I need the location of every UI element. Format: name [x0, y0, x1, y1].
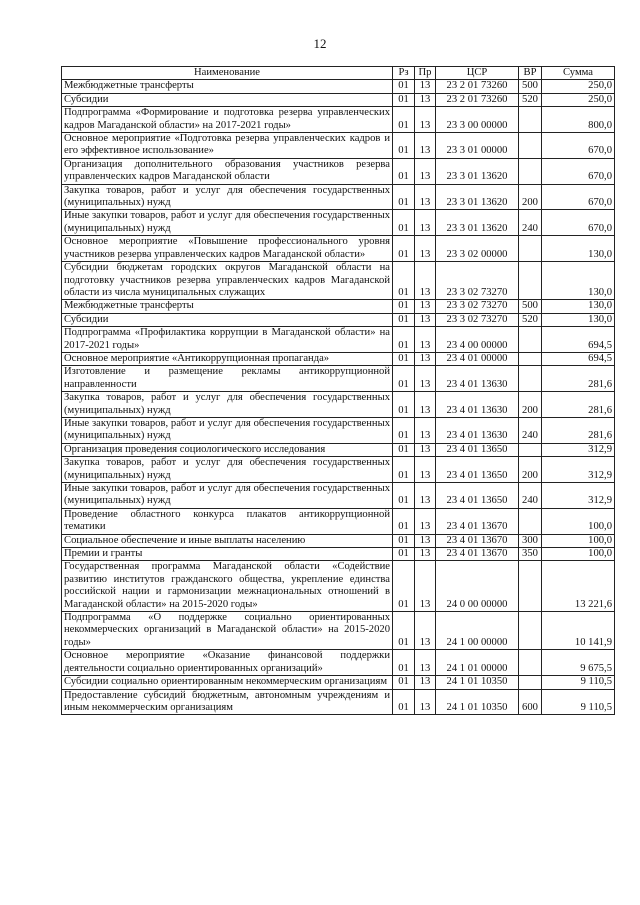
rz-cell: 01 [393, 107, 415, 133]
table-row [62, 483, 615, 509]
vr-cell [519, 236, 542, 262]
rz-cell: 01 [393, 210, 415, 236]
sum-cell: 312,9 [542, 483, 615, 509]
header-row [62, 67, 615, 80]
sum-cell: 10 141,9 [542, 612, 615, 650]
csr-cell: 24 1 01 10350 [436, 689, 519, 715]
pr-cell: 13 [415, 561, 436, 612]
vr-cell [519, 612, 542, 650]
sum-cell: 100,0 [542, 548, 615, 561]
table-row [62, 300, 615, 313]
table-row [62, 392, 615, 418]
name-cell: Подпрограмма «Формирование и подготовка резерва управленческих кадров Магаданской области» на 2017-2021 годы» [62, 107, 393, 133]
vr-cell: 500 [519, 300, 542, 313]
name-cell: Закупка товаров, работ и услуг для обеспечения государственных (муниципальных) нужд [62, 392, 393, 418]
table-row [62, 80, 615, 93]
name-cell: Организация дополнительного образования участников резерва управленческих кадров Магаданской области [62, 158, 393, 184]
sum-cell: 250,0 [542, 93, 615, 106]
sum-cell: 694,5 [542, 352, 615, 365]
table-row [62, 561, 615, 612]
csr-cell: 23 4 01 13650 [436, 443, 519, 456]
rz-cell: 01 [393, 457, 415, 483]
vr-cell [519, 366, 542, 392]
table-row [62, 689, 615, 715]
csr-cell: 23 3 02 73270 [436, 262, 519, 300]
table-row [62, 508, 615, 534]
table-row [62, 612, 615, 650]
table-row [62, 534, 615, 547]
name-cell: Премии и гранты [62, 548, 393, 561]
page-number: 12 [313, 36, 327, 51]
csr-cell: 23 3 02 00000 [436, 236, 519, 262]
col-header-vr: ВР [519, 67, 542, 80]
name-cell: Закупка товаров, работ и услуг для обеспечения государственных (муниципальных) нужд [62, 457, 393, 483]
pr-cell: 13 [415, 612, 436, 650]
csr-cell: 23 4 01 13670 [436, 548, 519, 561]
table-row [62, 352, 615, 365]
sum-cell: 130,0 [542, 262, 615, 300]
vr-cell: 240 [519, 483, 542, 509]
name-cell: Иные закупки товаров, работ и услуг для обеспечения государственных (муниципальных) нужд [62, 210, 393, 236]
sum-cell: 100,0 [542, 508, 615, 534]
rz-cell: 01 [393, 262, 415, 300]
vr-cell [519, 158, 542, 184]
sum-cell: 670,0 [542, 133, 615, 159]
pr-cell: 13 [415, 483, 436, 509]
name-cell: Иные закупки товаров, работ и услуг для обеспечения государственных (муниципальных) нужд [62, 417, 393, 443]
rz-cell: 01 [393, 366, 415, 392]
csr-cell: 23 3 01 13620 [436, 158, 519, 184]
col-header-pr: Пр [415, 67, 436, 80]
vr-cell [519, 676, 542, 689]
sum-cell: 130,0 [542, 236, 615, 262]
csr-cell: 23 2 01 73260 [436, 93, 519, 106]
csr-cell: 23 4 01 13630 [436, 417, 519, 443]
table-row [62, 457, 615, 483]
sum-cell: 9 110,5 [542, 689, 615, 715]
pr-cell: 13 [415, 650, 436, 676]
rz-cell: 01 [393, 508, 415, 534]
pr-cell: 13 [415, 184, 436, 210]
sum-cell: 9 110,5 [542, 676, 615, 689]
sum-cell: 281,6 [542, 366, 615, 392]
vr-cell: 240 [519, 417, 542, 443]
name-cell: Изготовление и размещение рекламы антикоррупционной направленности [62, 366, 393, 392]
name-cell: Основное мероприятие «Антикоррупционная пропаганда» [62, 352, 393, 365]
name-cell: Основное мероприятие «Повышение профессионального уровня участников резерва управленческих кадров Магаданской области» [62, 236, 393, 262]
pr-cell: 13 [415, 313, 436, 326]
vr-cell: 200 [519, 392, 542, 418]
pr-cell: 13 [415, 457, 436, 483]
sum-cell: 312,9 [542, 457, 615, 483]
pr-cell: 13 [415, 443, 436, 456]
csr-cell: 23 3 02 73270 [436, 300, 519, 313]
rz-cell: 01 [393, 352, 415, 365]
pr-cell: 13 [415, 158, 436, 184]
vr-cell: 600 [519, 689, 542, 715]
csr-cell: 23 4 01 13670 [436, 508, 519, 534]
sum-cell: 670,0 [542, 158, 615, 184]
csr-cell: 23 4 01 13630 [436, 366, 519, 392]
rz-cell: 01 [393, 417, 415, 443]
rz-cell: 01 [393, 443, 415, 456]
rz-cell: 01 [393, 313, 415, 326]
rz-cell: 01 [393, 548, 415, 561]
name-cell: Иные закупки товаров, работ и услуг для обеспечения государственных (муниципальных) нужд [62, 483, 393, 509]
table-row [62, 548, 615, 561]
table-row [62, 184, 615, 210]
sum-cell: 694,5 [542, 327, 615, 353]
table-header [62, 67, 615, 80]
table-row [62, 158, 615, 184]
vr-cell: 240 [519, 210, 542, 236]
sum-cell: 670,0 [542, 210, 615, 236]
col-header-sum: Сумма [542, 67, 615, 80]
col-header-rz: Рз [393, 67, 415, 80]
pr-cell: 13 [415, 548, 436, 561]
name-cell: Закупка товаров, работ и услуг для обеспечения государственных (муниципальных) нужд [62, 184, 393, 210]
sum-cell: 281,6 [542, 417, 615, 443]
sum-cell: 13 221,6 [542, 561, 615, 612]
name-cell: Государственная программа Магаданской области «Содействие развитию институтов гражданского общества, укрепление единства российской нации и гармонизации межнациональных отношений в Магаданской области» на 2015-2020 годы» [62, 561, 393, 612]
budget-table [61, 66, 615, 715]
sum-cell: 130,0 [542, 313, 615, 326]
vr-cell [519, 327, 542, 353]
rz-cell: 01 [393, 392, 415, 418]
name-cell: Основное мероприятие «Подготовка резерва управленческих кадров и его эффективное использование» [62, 133, 393, 159]
rz-cell: 01 [393, 612, 415, 650]
rz-cell: 01 [393, 676, 415, 689]
vr-cell [519, 508, 542, 534]
vr-cell [519, 262, 542, 300]
sum-cell: 800,0 [542, 107, 615, 133]
name-cell: Субсидии [62, 93, 393, 106]
pr-cell: 13 [415, 262, 436, 300]
name-cell: Субсидии социально ориентированным некоммерческим организациям [62, 676, 393, 689]
csr-cell: 23 4 01 13630 [436, 392, 519, 418]
csr-cell: 23 2 01 73260 [436, 80, 519, 93]
pr-cell: 13 [415, 327, 436, 353]
vr-cell [519, 107, 542, 133]
pr-cell: 13 [415, 107, 436, 133]
rz-cell: 01 [393, 80, 415, 93]
vr-cell: 520 [519, 93, 542, 106]
name-cell: Субсидии бюджетам городских округов Магаданской области на подготовку участников резерва управленческих кадров Магаданской области из числа муниципальных служащих [62, 262, 393, 300]
csr-cell: 24 1 01 10350 [436, 676, 519, 689]
name-cell: Подпрограмма «О поддержке социально ориентированных некоммерческих организаций в Магаданской области» на 2015-2020 годы» [62, 612, 393, 650]
pr-cell: 13 [415, 366, 436, 392]
table-row [62, 107, 615, 133]
rz-cell: 01 [393, 689, 415, 715]
rz-cell: 01 [393, 650, 415, 676]
table-row [62, 262, 615, 300]
rz-cell: 01 [393, 184, 415, 210]
name-cell: Основное мероприятие «Оказание финансовой поддержки деятельности социально ориентированных организаций» [62, 650, 393, 676]
csr-cell: 23 3 00 00000 [436, 107, 519, 133]
name-cell: Межбюджетные трансферты [62, 80, 393, 93]
pr-cell: 13 [415, 534, 436, 547]
table-row [62, 417, 615, 443]
csr-cell: 23 4 01 13650 [436, 457, 519, 483]
rz-cell: 01 [393, 561, 415, 612]
pr-cell: 13 [415, 93, 436, 106]
vr-cell [519, 650, 542, 676]
table-row [62, 313, 615, 326]
vr-cell: 200 [519, 457, 542, 483]
table-row [62, 327, 615, 353]
table-row [62, 93, 615, 106]
sum-cell: 312,9 [542, 443, 615, 456]
sum-cell: 130,0 [542, 300, 615, 313]
rz-cell: 01 [393, 534, 415, 547]
sum-cell: 670,0 [542, 184, 615, 210]
name-cell: Субсидии [62, 313, 393, 326]
sum-cell: 9 675,5 [542, 650, 615, 676]
csr-cell: 24 1 00 00000 [436, 612, 519, 650]
pr-cell: 13 [415, 80, 436, 93]
vr-cell: 350 [519, 548, 542, 561]
rz-cell: 01 [393, 327, 415, 353]
table-row [62, 236, 615, 262]
name-cell: Организация проведения социологического исследования [62, 443, 393, 456]
csr-cell: 23 4 00 00000 [436, 327, 519, 353]
table-row [62, 210, 615, 236]
name-cell: Проведение областного конкурса плакатов антикоррупционной тематики [62, 508, 393, 534]
csr-cell: 23 4 01 13650 [436, 483, 519, 509]
pr-cell: 13 [415, 676, 436, 689]
vr-cell: 500 [519, 80, 542, 93]
rz-cell: 01 [393, 300, 415, 313]
table-row [62, 443, 615, 456]
pr-cell: 13 [415, 689, 436, 715]
vr-cell: 200 [519, 184, 542, 210]
sum-cell: 281,6 [542, 392, 615, 418]
rz-cell: 01 [393, 483, 415, 509]
vr-cell [519, 133, 542, 159]
rz-cell: 01 [393, 133, 415, 159]
pr-cell: 13 [415, 417, 436, 443]
name-cell: Предоставление субсидий бюджетным, автономным учреждениям и иным некоммерческим организациям [62, 689, 393, 715]
table-body [62, 80, 615, 715]
csr-cell: 24 0 00 00000 [436, 561, 519, 612]
col-header-name: Наименование [62, 67, 393, 80]
table-row [62, 133, 615, 159]
sum-cell: 250,0 [542, 80, 615, 93]
rz-cell: 01 [393, 93, 415, 106]
col-header-csr: ЦСР [436, 67, 519, 80]
csr-cell: 23 3 02 73270 [436, 313, 519, 326]
table-row [62, 676, 615, 689]
csr-cell: 23 4 01 13670 [436, 534, 519, 547]
pr-cell: 13 [415, 236, 436, 262]
vr-cell [519, 352, 542, 365]
csr-cell: 23 3 01 00000 [436, 133, 519, 159]
sum-cell: 100,0 [542, 534, 615, 547]
csr-cell: 23 4 01 00000 [436, 352, 519, 365]
csr-cell: 23 3 01 13620 [436, 184, 519, 210]
pr-cell: 13 [415, 508, 436, 534]
name-cell: Подпрограмма «Профилактика коррупции в Магаданской области» на 2017-2021 годы» [62, 327, 393, 353]
pr-cell: 13 [415, 300, 436, 313]
pr-cell: 13 [415, 133, 436, 159]
table-row [62, 650, 615, 676]
rz-cell: 01 [393, 158, 415, 184]
pr-cell: 13 [415, 352, 436, 365]
name-cell: Межбюджетные трансферты [62, 300, 393, 313]
csr-cell: 24 1 01 00000 [436, 650, 519, 676]
vr-cell [519, 443, 542, 456]
vr-cell: 520 [519, 313, 542, 326]
pr-cell: 13 [415, 392, 436, 418]
vr-cell: 300 [519, 534, 542, 547]
pr-cell: 13 [415, 210, 436, 236]
csr-cell: 23 3 01 13620 [436, 210, 519, 236]
name-cell: Социальное обеспечение и иные выплаты населению [62, 534, 393, 547]
rz-cell: 01 [393, 236, 415, 262]
table-row [62, 366, 615, 392]
vr-cell [519, 561, 542, 612]
